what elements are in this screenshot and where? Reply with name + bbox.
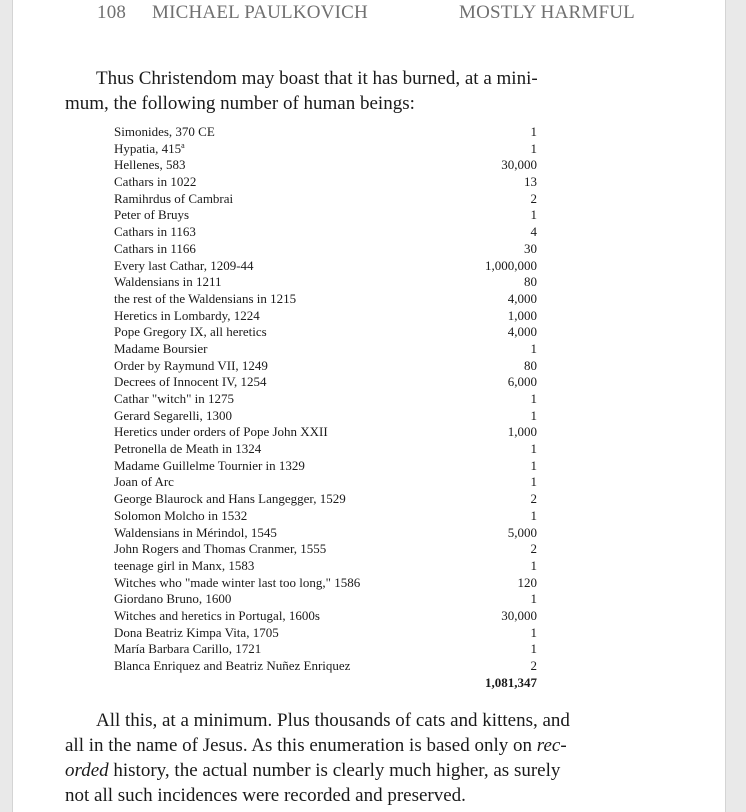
row-value: 2 [530,541,537,557]
running-header-author: MICHAEL PAULKOVICH [152,2,368,23]
table-row [114,157,537,174]
row-name: Madame Guillelme Tournier in 1329 [114,457,305,473]
intro-paragraph [65,66,597,116]
table-row [114,458,537,475]
table-row [114,358,537,375]
table-row [114,374,537,391]
row-value: 1,000,000 [485,257,537,273]
outro-emphasis: orded [65,760,109,781]
row-value: 2 [530,491,537,507]
row-name: Witches who "made winter last too long," 1586 [114,574,361,590]
row-name: Cathars in 1166 [114,240,196,256]
row-name: Cathars in 1022 [114,174,197,190]
table-row [114,341,537,358]
row-value: 1 [530,407,537,423]
row-name: Cathars in 1163 [114,224,196,240]
row-value: 1 [530,507,537,523]
row-name: Joan of Arc [114,474,174,490]
row-value: 1 [530,340,537,356]
table-row [114,324,537,341]
row-value: 120 [517,574,537,590]
intro-line: mum, the following number of human beings: [65,93,415,114]
row-value: 80 [524,357,537,373]
table-row [114,391,537,408]
intro-line: Thus Christendom may boast that it has burned, at a mini- [96,68,538,89]
row-name: Pope Gregory IX, all heretics [114,324,267,340]
row-value: 13 [524,174,537,190]
row-name: Decrees of Innocent IV, 1254 [114,374,267,390]
row-value: 2 [530,658,537,673]
row-value: 30 [524,240,537,256]
row-value: 1 [530,124,537,139]
table-row [114,474,537,491]
outro-line: All this, at a minimum. Plus thousands of cats and kittens, and [96,710,570,731]
row-value: 80 [524,274,537,290]
row-name: the rest of the Waldensians in 1215 [114,290,297,306]
row-value: 2 [530,190,537,206]
row-value: 1 [530,457,537,473]
row-value: 1 [530,474,537,490]
row-name: Ramihrdus of Cambrai [114,190,234,206]
outro-line: all in the name of Jesus. As this enumeration is based only on [65,735,537,756]
row-name: Blanca Enriquez and Beatriz Nuñez Enriquez [114,658,351,673]
row-name: Peter of Bruys [114,207,190,223]
table-row [114,491,537,508]
row-name: George Blaurock and Hans Langegger, 1529 [114,491,346,507]
table-row [114,224,537,241]
outro-line: history, the actual number is clearly much higher, as surely [108,760,561,781]
table-row [114,541,537,558]
table-row [114,441,537,458]
closing-paragraph [65,708,597,808]
row-value: 1 [530,624,537,640]
row-name: teenage girl in Manx, 1583 [114,557,255,573]
table-row [114,258,537,275]
table-row [114,241,537,258]
row-value: 1,000 [507,424,537,440]
row-value: 4,000 [507,290,537,306]
row-name: Giordano Bruno, 1600 [114,591,232,607]
row-value: 4,000 [507,324,537,340]
table-row [114,608,537,625]
row-value: 5,000 [507,524,537,540]
row-name: Waldensians in 1211 [114,274,222,290]
row-value: 4 [530,224,537,240]
row-name: Order by Raymund VII, 1249 [114,357,268,373]
row-value: 1 [530,391,537,406]
row-value: 1,000 [507,307,537,323]
table-row [114,558,537,575]
table-row [114,575,537,592]
row-name: Every last Cathar, 1209-44 [114,257,254,273]
table-row [114,424,537,441]
row-name: Witches and heretics in Portugal, 1600s [114,607,320,623]
row-value: 30,000 [501,157,537,173]
row-name: Solomon Molcho in 1532 [114,507,248,523]
row-name: Hellenes, 583 [114,157,186,173]
table-row [114,207,537,224]
row-name: Waldensians in Mérindol, 1545 [114,524,277,540]
running-header-title: MOSTLY HARMFUL [459,2,635,23]
table-row [114,124,537,141]
row-name: Heretics under orders of Pope John XXII [114,424,328,440]
row-name: Dona Beatriz Kimpa Vita, 1705 [114,624,279,640]
outro-line: not all such incidences were recorded and preserved. [65,785,466,806]
row-name: María Barbara Carillo, 1721 [114,641,262,657]
table-row [114,591,537,608]
row-value: 1 [530,140,537,156]
table-row [114,141,537,158]
row-name: Hypatia, 415$^a$ [114,140,185,156]
outro-emphasis: rec- [536,735,567,756]
row-name: Madame Boursier [114,340,208,356]
row-value: 1 [530,641,537,657]
table-row [114,191,537,208]
burnings-table [114,124,537,691]
table-row [114,508,537,525]
row-value: 1 [530,207,537,223]
footnote-marker: a [181,140,185,150]
row-value: 6,000 [507,374,537,390]
row-name: Cathar "witch" in 1275 [114,391,235,406]
row-name: Gerard Segarelli, 1300 [114,407,233,423]
row-value: 30,000 [501,607,537,623]
table-row [114,625,537,642]
row-name: Heretics in Lombardy, 1224 [114,307,260,323]
table-row [114,308,537,325]
row-name: Simonides, 370 CE [114,124,215,139]
table-row [114,525,537,542]
table-row [114,174,537,191]
total-row [114,675,537,692]
row-name: John Rogers and Thomas Cranmer, 1555 [114,541,327,557]
table-row [114,408,537,425]
total-value: 1,081,347 [485,674,537,690]
row-name: Petronella de Meath in 1324 [114,441,262,457]
row-value: 1 [530,557,537,573]
table-row [114,274,537,291]
book-page [12,0,726,812]
table-row [114,641,537,658]
row-value: 1 [530,441,537,457]
page-number: 108 [97,2,127,23]
table-row [114,291,537,308]
row-value: 1 [530,591,537,607]
table-row [114,658,537,675]
